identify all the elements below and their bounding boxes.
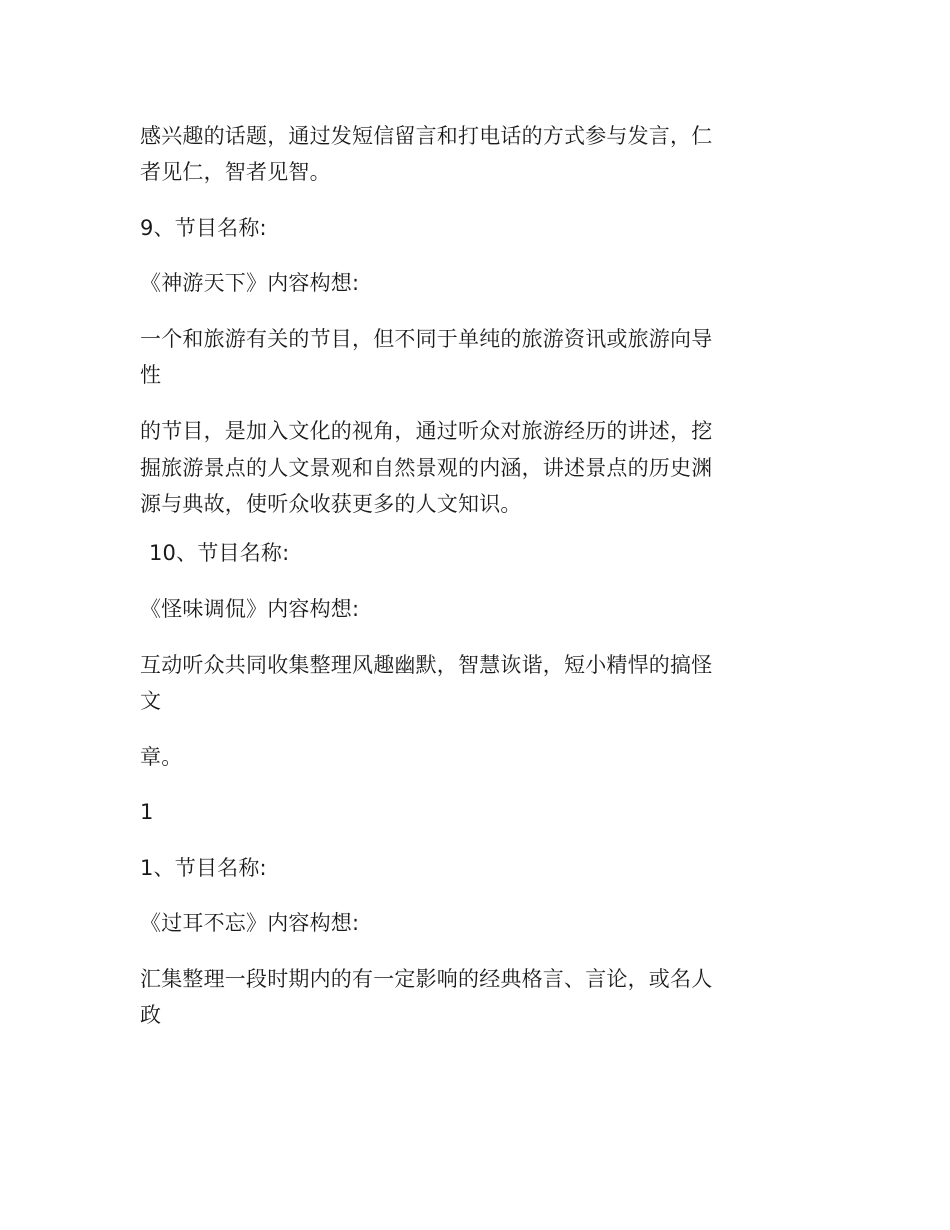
program-title: 《过耳不忘》内容构想:: [140, 911, 360, 935]
text-line: 源与典故，使听众收获更多的人文知识。: [140, 492, 522, 516]
text-line: 互动听众共同收集整理风趣幽默，智慧诙谐，短小精悍的搞怪: [140, 653, 713, 677]
text-line: 感兴趣的话题，通过发短信留言和打电话的方式参与发言，仁: [140, 124, 713, 148]
text-line: 者见仁，智者见智。: [140, 160, 331, 184]
text-line: 的节目，是加入文化的视角，通过听众对旅游经历的讲述，挖: [140, 419, 713, 443]
text-line: 汇集整理一段时期内的有一定影响的经典格言、言论，或名人: [140, 967, 713, 991]
section-heading: 10、节目名称:: [149, 541, 290, 565]
text-line: 掘旅游景点的人文景观和自然景观的内涵，讲述景点的历史渊: [140, 456, 713, 480]
program-title: 《神游天下》内容构想:: [140, 271, 360, 295]
program-title: 《怪味调侃》内容构想:: [140, 597, 360, 621]
text-line: 文: [140, 689, 162, 713]
text-line: 1: [140, 800, 154, 824]
section-heading: 1、节目名称:: [140, 856, 267, 880]
text-line: 章。: [140, 745, 183, 769]
text-line: 性: [140, 363, 162, 387]
text-line: 政: [140, 1003, 162, 1027]
section-heading: 9、节目名称:: [140, 216, 267, 240]
text-line: 一个和旅游有关的节目，但不同于单纯的旅游资讯或旅游向导: [140, 327, 713, 351]
